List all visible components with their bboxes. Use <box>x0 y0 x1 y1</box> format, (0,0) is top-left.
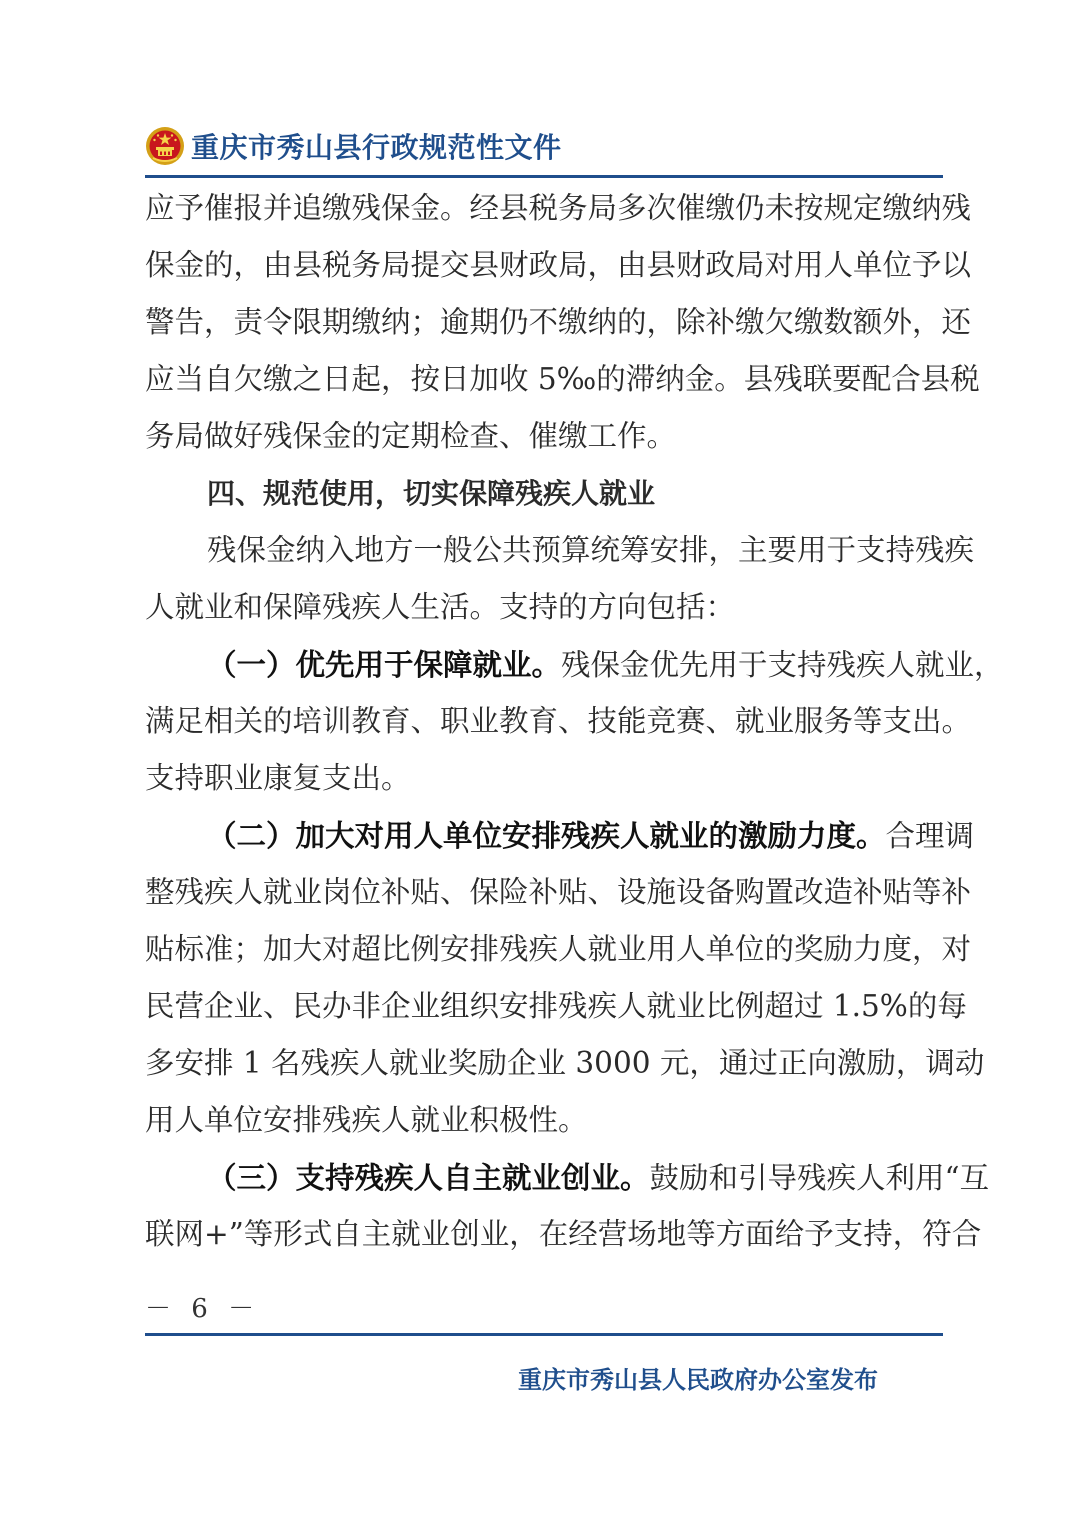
footer-divider <box>145 1333 943 1336</box>
body-line: 应予催报并追缴残保金。经县税务局多次催缴仍未按规定缴纳残 <box>145 191 972 225</box>
body-line: 多安排 1 名残疾人就业奖励企业 3000 元，通过正向激励，调动 <box>145 1046 985 1080</box>
document-header <box>145 118 943 174</box>
item-first-line <box>145 636 1004 693</box>
item-first-line <box>145 1149 990 1206</box>
item-text: 鼓励和引导残疾人利用“互 <box>649 1161 990 1195</box>
body-line: 满足相关的培训教育、职业教育、技能竞赛、就业服务等支出。 <box>145 704 972 738</box>
body-line: 务局做好残保金的定期检查、催缴工作。 <box>145 419 677 453</box>
document-body <box>145 180 1004 1263</box>
item-first-line <box>145 807 975 864</box>
item-lead: （一）优先用于保障就业。 <box>207 647 562 682</box>
body-line: 联网+”等形式自主就业创业，在经营场地等方面给予支持，符合 <box>145 1217 982 1251</box>
body-line: 人就业和保障残疾人生活。支持的方向包括： <box>145 590 736 624</box>
page-number: － 6 － <box>145 1294 261 1324</box>
body-line: 残保金纳入地方一般公共预算统筹安排，主要用于支持残疾 <box>207 533 975 567</box>
item-text: 残保金优先用于支持残疾人就业， <box>561 648 1004 682</box>
body-line: 保金的，由县税务局提交县财政局，由县财政局对用人单位予以 <box>145 248 972 282</box>
body-line: 警告，责令限期缴纳；逾期仍不缴纳的，除补缴欠缴数额外，还 <box>145 305 972 339</box>
header-divider <box>145 175 943 178</box>
body-line: 整残疾人就业岗位补贴、保险补贴、设施设备购置改造补贴等补 <box>145 875 972 909</box>
body-line: 贴标准；加大对超比例安排残疾人就业用人单位的奖励力度，对 <box>145 932 972 966</box>
item-text: 合理调 <box>885 819 975 853</box>
body-line: 民营企业、民办非企业组织安排残疾人就业比例超过 1.5%的每 <box>145 989 967 1023</box>
body-line: 应当自欠缴之日起，按日加收 5‰的滞纳金。县残联要配合县税 <box>145 362 980 396</box>
national-emblem-icon <box>145 126 185 166</box>
document-series-title: 重庆市秀山县行政规范性文件 <box>191 131 562 164</box>
publisher-line: 重庆市秀山县人民政府办公室发布 <box>518 1366 878 1394</box>
item-lead: （二）加大对用人单位安排残疾人就业的激励力度。 <box>207 818 886 853</box>
section-heading: 四、规范使用，切实保障残疾人就业 <box>207 477 656 510</box>
body-line: 支持职业康复支出。 <box>145 761 411 795</box>
body-line: 用人单位安排残疾人就业积极性。 <box>145 1103 588 1137</box>
item-lead: （三）支持残疾人自主就业创业。 <box>207 1160 650 1195</box>
